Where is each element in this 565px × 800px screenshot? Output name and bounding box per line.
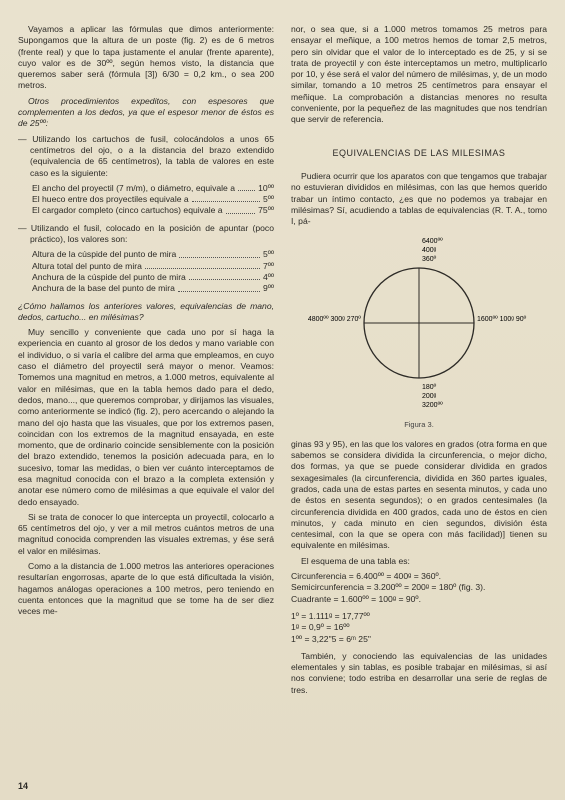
fig-label-right: 1600ºº 100ᵍ 90º [477,316,527,324]
fig-label-bottom-1: 180º [422,384,437,392]
row-label: El ancho del proyectil (7 m/m), o diámetro, equivale a [32,182,236,193]
row-value: 7ºº [262,260,274,271]
question-heading: ¿Cómo hallamos los anteriores valores, equivalencias de mano, dedos, cartucho... en milésimas? [18,300,274,322]
table-row [18,283,274,294]
equation-line: Cuadrante = 1.600ºº = 100ᵍ = 90º. [291,593,421,604]
paragraph: Pudiera ocurrir que los aparatos con que tengamos que trabajar no estuvieran divididos en milésimas, con las que hemos querido trabar un íntimo contacto, ¿es que no podemos ya trabajar en milésimas? Sí, acudiendo a tablas de equivalencias (R. T. A., tomo I, pá- [291,170,547,227]
paragraph: Otros procedimientos expeditos, con espesores que complementen a los dedos, ya que el espesor menor de éstos es de 25ºº: [18,95,274,129]
equation-line: 1ºº = 3,22"5 = 6ᵐ 25" [291,633,371,644]
fig-label-left: 4800ºº 300ᵍ 270º [307,316,361,324]
circle-diagram [291,235,547,415]
page-number: 14 [18,781,29,791]
row-label: Altura de la cúspide del punto de mira [32,249,177,260]
paragraph: Si se trata de conocer lo que intercepta un proyectil, colocarlo a 65 centímetros del ojo, y ver a mil metros cuántos metros de una magnitud conocida comprenden las visuales extremas, y ése será el valor en milésimas. [18,511,274,556]
equation-line: 1º = 1.111ᵍ = 17,77ºº [291,610,370,621]
row-value: 5ºº [262,194,274,205]
row-value: 4ºº [262,271,274,282]
dot-leader [189,272,260,280]
paragraph: Como a la distancia de 1.000 metros las anteriores operaciones resultarían engorrosas, aparte de lo que está dificultada la visión, hagamos análogas operaciones a 100 metros, pero teniendo en cuenta entonces que la magnitud que se tome ha de ser diez veces me- [18,561,274,617]
paragraph: Vayamos a aplicar las fórmulas que dimos anteriormente: Supongamos que la altura de un poste (fig. 2) es de 6 metros (frente real) y que lo tapa justamente el anular (frente aparente), cuyo valor es de 30ºº, según hemos visto, la distancia que queremos saber será (fórmula [3]) 6/30 = 0,2 km., o sea 200 metros. [18,24,274,91]
paragraph: También, y conociendo las equivalencias de las unidades elementales y sin tablas, es posible trabajar en milésimas, si así nos conviene; todo estriba en desarrollar una serie de reglas de tres. [291,650,547,695]
fig-label-top-2: 400ᵍ [422,247,437,255]
fig-label-bottom-3: 3200ºº [422,402,443,410]
equation-line: Semicircunferencia = 3.200ºº = 200ᵍ = 180º (fig. 3). [291,582,486,593]
table-row [18,194,274,205]
dot-leader [179,249,260,257]
paragraph: El esquema de una tabla es: [301,555,410,566]
list-item: — Utilizando los cartuchos de fusil, colocándolos a unos 65 centímetros del ojo, o a la distancia del brazo extendido (equivalencia de 65 centímetros), la tabla de valores en este caso es la siguiente: [18,133,274,178]
fig-label-bottom-2: 200ᵍ [422,393,437,401]
table-row [18,249,274,260]
table-row [18,261,274,272]
paragraph: Muy sencillo y conveniente que cada uno por sí haga la experiencia en cuanto al grosor de los dedos y mano variable con el individuo, o si varía el calibre del arma que empleamos, en cuyo caso el diámetro del proyectil será mayor o menor. Veamos: Tomemos una magnitud en metros, a 1.000 metros, equivalente al valor en milésimas, que en la tabla hemos dado para el dedo, dedos, mano..., que queremos comprobar, y dirijamos las visuales, como anteriormente se indicó (fig. 2), pero acercando o alejando la mano del ojo hasta que las visuales, que por los extremos pasen, coincidan con los extremos de la magnitud ensayada, en este momento, que de ordinario coincide sensiblemente con la posición del brazo extendido, tenemos la posición adecuada para, en lo sucesivo, tomar las medidas, o bien ver cuánto interceptamos de esa magnitud conocida con el brazo a la completa extensión y anotar ese número como de milésimas a que equivale el valor del dedo ensayado. [18,327,274,507]
row-value: 9ºº [262,283,274,294]
equation-line: Circunferencia = 6.400ºº = 400ᵍ = 360º. [291,571,442,582]
row-value: 75ºº [258,205,274,216]
right-column [291,24,547,700]
row-value: 5ºº [262,249,274,260]
dot-leader [192,194,260,202]
dot-leader [238,183,255,191]
dot-leader [145,261,260,269]
figure-caption: Figura 3. [404,420,434,430]
row-label: El hueco entre dos proyectiles equivale a [32,194,189,205]
row-label: Altura total del punto de mira [32,260,142,271]
equation-line: 1ᵍ = 0,9º = 16ºº [291,622,350,633]
dot-leader [178,283,260,291]
list-item: — Utilizando el fusil, colocado en la posición de apuntar (poco práctico), los valores son: [18,222,274,245]
table-row [18,272,274,283]
row-label: El cargador completo (cinco cartuchos) equivale a [32,205,223,216]
row-value: 10ºº [258,182,274,193]
table-row [18,183,274,194]
section-heading: EQUIVALENCIAS DE LAS MILESIMAS [332,147,506,158]
fig-label-top-1: 6400ºº [422,238,443,246]
dot-leader [226,205,256,213]
left-column [18,24,274,622]
row-label: Anchura de la base del punto de mira [32,283,175,294]
paragraph: nor, o sea que, si a 1.000 metros tomamos 25 metros para ensayar el meñique, a 100 metros hemos de tomar 2,5 metros, pero sin olvidar que el valor de lo interceptado es de 25, y si se trata de proyectil y con éste interceptamos un metro, multiplicarlo por 10, y ése será el valor del número de milésimas, y, de un modo similar, tomando a 10 metros 25 centímetros para ensayar el meñique. La comprobación a distancias menores no resulta conveniente, por la pequeñez de las magnitudes que nos tendrían que servir de referencia. [291,24,547,125]
row-label: Anchura de la cúspide del punto de mira [32,271,186,282]
circle-figure [291,235,547,415]
paragraph: ginas 93 y 95), en las que los valores en grados (otra forma en que sabemos se considera dividida la circunferencia, o mejor dicho, dos formas, ya que se puede considerar dividida en grados sexagesimales (la circunferencia, dividida en 360 partes iguales, grados, cada una de estas partes en sesenta minutos, y cada uno de éstos en sesenta segundos); o en grados centesimales (la circunferencia dividida en 400 grados, cada uno de éstos en cien minutos, y cada minuto en cien segundos, división ésta centesimal, con la que se opera con más facilidad)] tienen su equivalente en milésimas. [291,438,547,551]
table-row [18,205,274,216]
fig-label-top-3: 360º [422,256,437,264]
